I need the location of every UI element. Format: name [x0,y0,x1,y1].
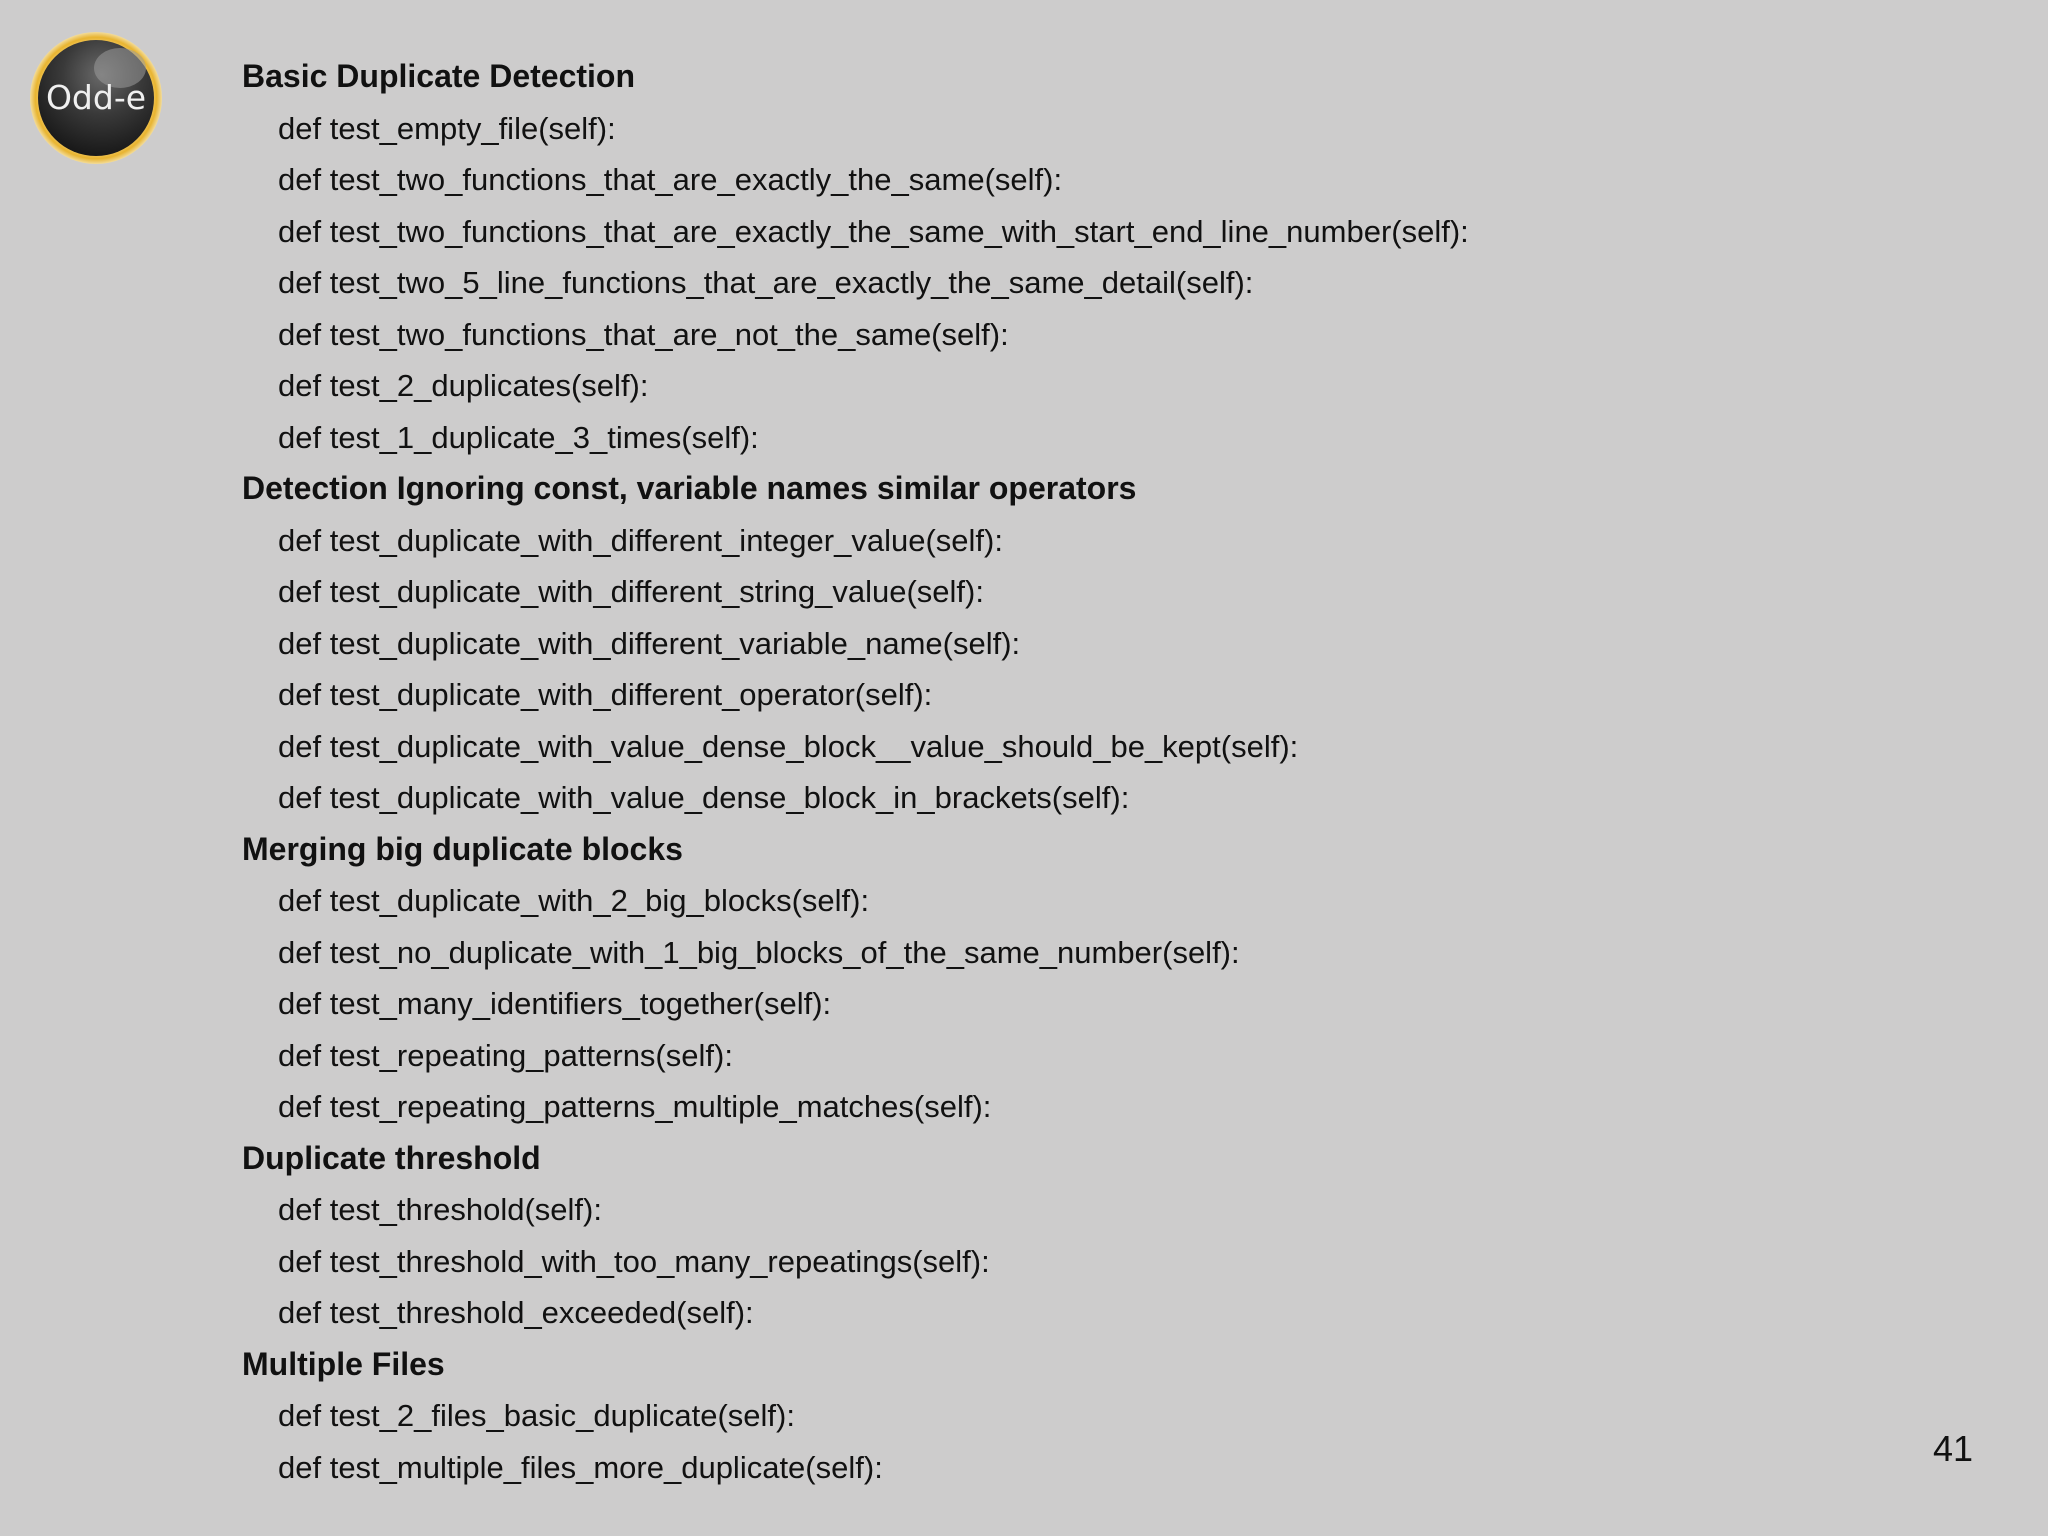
section-multiple-files [242,1339,1942,1494]
list-item: def test_duplicate_with_value_dense_block__value_should_be_kept(self): [278,728,1299,764]
list-item: def test_threshold_exceeded(self): [278,1295,754,1330]
list-item: def test_empty_file(self): [278,110,616,146]
list-item: def test_duplicate_with_2_big_blocks(self): [278,883,870,918]
section-title: Multiple Files [242,1345,445,1382]
list-item: def test_multiple_files_more_duplicate(self): [278,1449,883,1485]
list-item: def test_threshold_with_too_many_repeatings(self): [278,1243,990,1279]
list-item: def test_2_duplicates(self): [278,368,649,403]
section-basic-duplicate-detection [242,51,1942,463]
list-item: def test_two_functions_that_are_not_the_same(self): [278,316,1009,352]
list-item: def test_duplicate_with_different_operator(self): [278,677,933,712]
list-item: def test_duplicate_with_different_integer_value(self): [278,522,1003,558]
list-item: def test_two_functions_that_are_exactly_the_same_with_start_end_line_number(self): [278,213,1469,249]
list-item: def test_many_identifiers_together(self): [278,986,832,1021]
section-title: Detection Ignoring const, variable names similar operators [242,470,1137,506]
list-item: def test_threshold(self): [278,1192,602,1227]
section-duplicate-threshold [242,1133,1942,1339]
section-title: Merging big duplicate blocks [242,830,683,867]
list-item: def test_no_duplicate_with_1_big_blocks_of_the_same_number(self): [278,934,1240,970]
list-item: def test_repeating_patterns_multiple_matches(self): [278,1089,992,1124]
page-number: 41 [1932,1428,1973,1469]
section-detection-ignoring-const [242,463,1942,824]
section-title: Basic Duplicate Detection [242,58,635,94]
list-item: def test_duplicate_with_value_dense_block_in_brackets(self): [278,780,1130,815]
list-item: def test_two_functions_that_are_exactly_the_same(self): [278,162,1063,197]
list-item: def test_two_5_line_functions_that_are_exactly_the_same_detail(self): [278,265,1254,300]
section-title: Duplicate threshold [242,1139,541,1176]
test-list [242,51,1942,1493]
list-item: def test_2_files_basic_duplicate(self): [278,1398,795,1433]
list-item: def test_1_duplicate_3_times(self): [278,419,759,455]
section-merging-big-duplicate-blocks [242,824,1942,1133]
list-item: def test_duplicate_with_different_string_value(self): [278,574,984,609]
list-item: def test_repeating_patterns(self): [278,1037,733,1073]
list-item: def test_duplicate_with_different_variable_name(self): [278,625,1021,661]
odd-e-logo [28,30,164,166]
logo-text: Odd-e [45,78,147,117]
